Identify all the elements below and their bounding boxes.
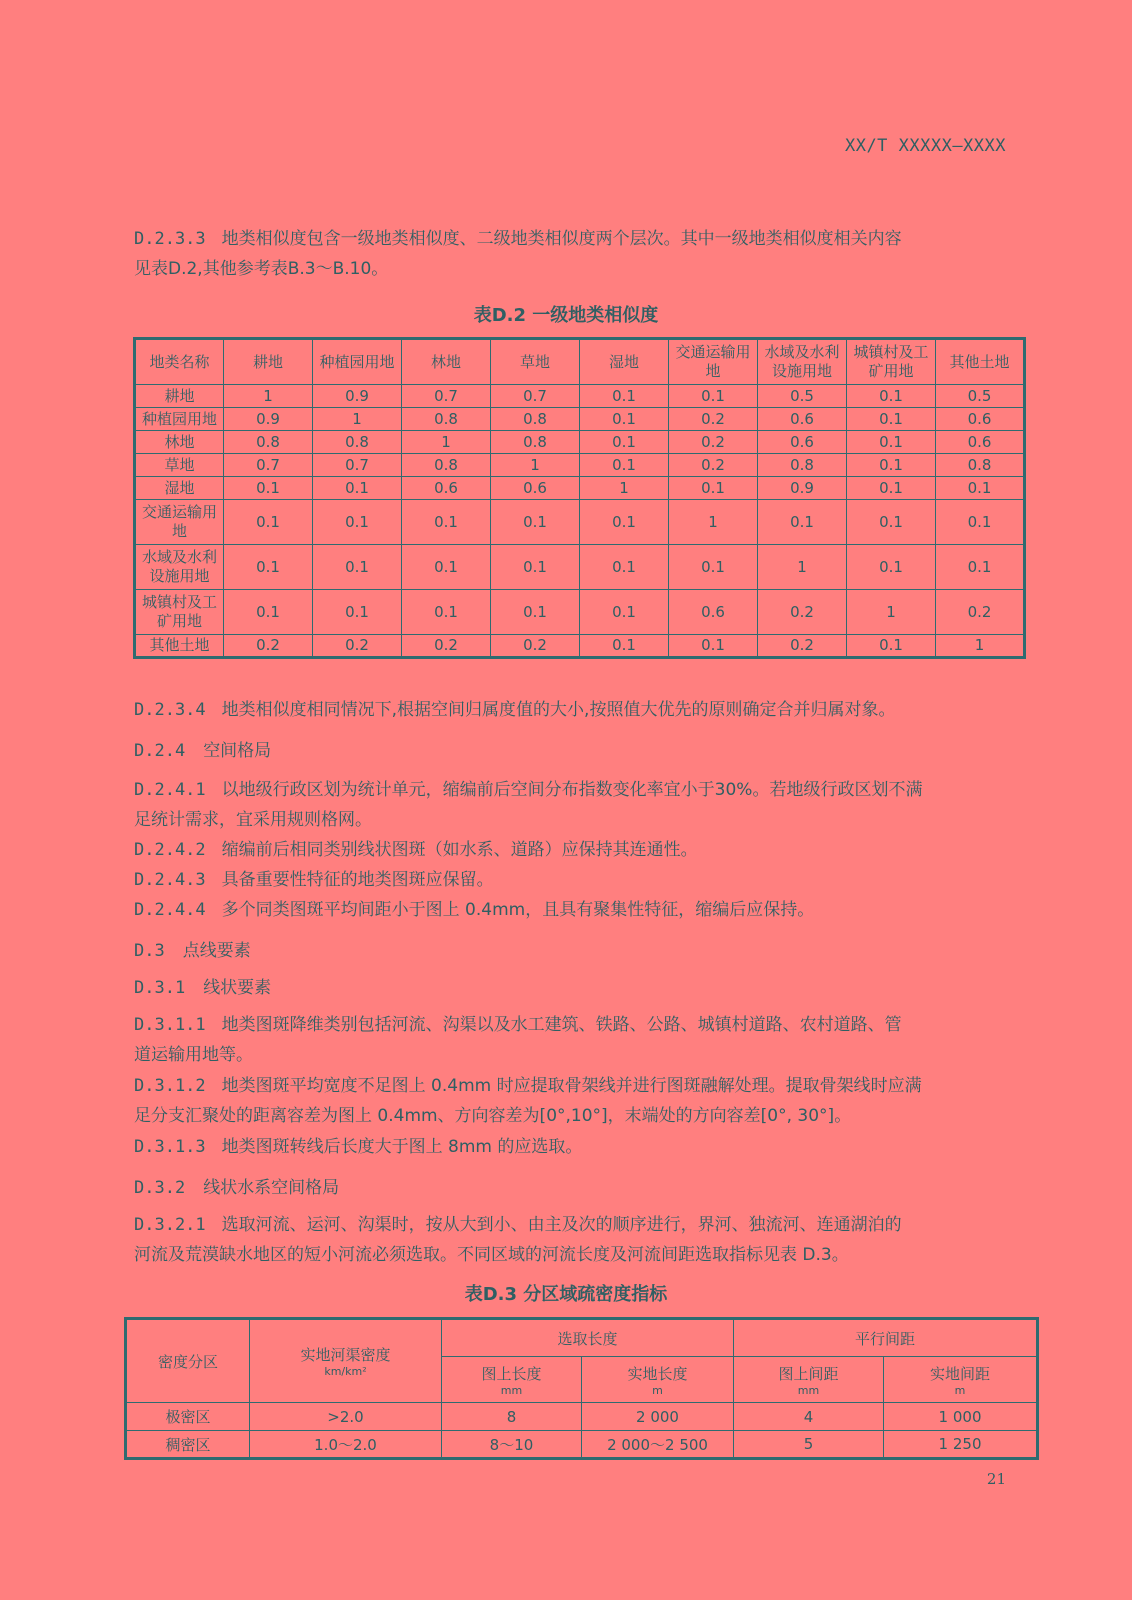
table-cell: 0.1 (669, 545, 758, 590)
header-cell (884, 1357, 1038, 1403)
row-header-cell: 林地 (135, 431, 224, 454)
table-cell: 0.1 (491, 500, 580, 545)
heading-text: 线状要素 (203, 978, 272, 998)
table-cell: 0.1 (669, 635, 758, 658)
table-cell: 0.1 (580, 431, 669, 454)
clause-number: D.2.4.1 (134, 780, 206, 800)
table-row (135, 545, 1025, 590)
table-cell: 1 (758, 545, 847, 590)
table-cell: 1 (580, 477, 669, 500)
header-cell: 交通运输用地 (669, 339, 758, 385)
table-row (135, 635, 1025, 658)
table-cell: 0.6 (669, 590, 758, 635)
table-cell: 0.6 (758, 431, 847, 454)
paragraph-text: 河流及荒漠缺水地区的短小河流必须选取。不同区域的河流长度及河流间距选取指标见表 D.3。 (134, 1245, 849, 1265)
paragraph-text: 地类图斑降维类别包括河流、沟渠以及水工建筑、铁路、公路、城镇村道路、农村道路、管 (221, 1015, 902, 1035)
table-cell: 0.1 (847, 385, 936, 408)
table-cell: 0.1 (491, 545, 580, 590)
paragraph-text: 地类相似度相同情况下,根据空间归属度值的大小,按照值大优先的原则确定合并归属对象。 (221, 700, 896, 720)
paragraph-text: 道运输用地等。 (134, 1045, 253, 1065)
row-header-cell: 极密区 (126, 1403, 250, 1431)
table-cell: 0.7 (402, 385, 491, 408)
table-cell: 0.7 (313, 454, 402, 477)
table-cell: 0.1 (580, 500, 669, 545)
header-text: 图上长度 (481, 1364, 542, 1383)
table-cell: 0.2 (224, 635, 313, 658)
table-cell: 0.1 (758, 500, 847, 545)
table-cell: 0.1 (580, 590, 669, 635)
header-cell (582, 1357, 734, 1403)
table-cell: 0.6 (402, 477, 491, 500)
heading-d-3 (134, 936, 251, 966)
table-cell: 0.1 (669, 477, 758, 500)
table-cell: 0.8 (313, 431, 402, 454)
table-cell: 0.1 (936, 477, 1025, 500)
table-cell: 0.1 (313, 545, 402, 590)
density-index-table (124, 1317, 1039, 1460)
table-cell: 0.5 (758, 385, 847, 408)
table-cell: 1 (847, 590, 936, 635)
paragraph-d-2-3-4 (134, 695, 1024, 725)
clause-number: D.2.4.4 (134, 900, 206, 920)
table-cell: 4 (734, 1403, 884, 1431)
paragraph-d-3-1-2 (134, 1071, 1024, 1131)
header-unit: m (954, 1383, 966, 1397)
table-cell: 0.9 (224, 408, 313, 431)
table-cell: 1.0～2.0 (250, 1431, 442, 1459)
heading-d-3-1 (134, 973, 271, 1003)
header-cell: 地类名称 (135, 339, 224, 385)
header-unit: m (652, 1383, 663, 1397)
header-text: 实地间距 (930, 1364, 991, 1383)
table-cell: 0.5 (936, 385, 1025, 408)
row-header-cell: 水域及水利设施用地 (135, 545, 224, 590)
table-cell: 0.2 (402, 635, 491, 658)
header-cell: 其他土地 (936, 339, 1025, 385)
header-cell: 密度分区 (126, 1319, 250, 1403)
table-cell: 0.1 (847, 635, 936, 658)
table-cell: 0.1 (847, 454, 936, 477)
table-row (126, 1403, 1038, 1431)
table-d2-caption: 表D.2 一级地类相似度 (473, 305, 659, 326)
table-cell: 0.1 (847, 431, 936, 454)
heading-text: 线状水系空间格局 (203, 1178, 340, 1198)
table-cell: 1 000 (884, 1403, 1038, 1431)
table-cell: 1 250 (884, 1431, 1038, 1459)
table-cell: 0.1 (224, 590, 313, 635)
table-cell: 8～10 (442, 1431, 582, 1459)
header-cell: 平行间距 (734, 1319, 1038, 1357)
heading-number: D.2.4 (134, 741, 186, 761)
table-row (135, 500, 1025, 545)
paragraph-text: 多个同类图斑平均间距小于图上 0.4mm，且具有聚集性特征，缩编后应保持。 (221, 900, 815, 920)
table-cell: 0.1 (847, 477, 936, 500)
paragraph-text: 足统计需求，宜采用规则格网。 (134, 810, 372, 830)
paragraph-d-2-4-3 (134, 865, 1024, 895)
header-cell: 选取长度 (442, 1319, 734, 1357)
clause-number: D.3.1.1 (134, 1015, 206, 1035)
table-cell: 0.8 (491, 431, 580, 454)
clause-number: D.3.1.2 (134, 1076, 206, 1096)
table-cell: 0.1 (580, 408, 669, 431)
table-cell: 0.2 (669, 454, 758, 477)
paragraph-d-2-4-2 (134, 835, 1024, 865)
row-header-cell: 稠密区 (126, 1431, 250, 1459)
table-row (135, 385, 1025, 408)
table-cell: 2 000～2 500 (582, 1431, 734, 1459)
row-header-cell: 湿地 (135, 477, 224, 500)
header-text: 实地长度 (627, 1364, 688, 1383)
land-similarity-table (133, 337, 1026, 659)
paragraph-text: 地类图斑转线后长度大于图上 8mm 的应选取。 (221, 1137, 583, 1157)
page-number: 21 (986, 1470, 1006, 1488)
table-cell: 0.1 (313, 477, 402, 500)
table-cell: 0.8 (402, 408, 491, 431)
table-cell: 0.1 (580, 385, 669, 408)
table-cell: 0.9 (758, 477, 847, 500)
paragraph-text: 足分支汇聚处的距离容差为图上 0.4mm、方向容差为[0°,10°]，末端处的方向容差[0°, 30°]。 (134, 1106, 852, 1126)
table-cell: 0.1 (402, 545, 491, 590)
paragraph-d-2-3-3 (134, 224, 1024, 284)
table-cell: 1 (936, 635, 1025, 658)
header-unit: mm (797, 1383, 820, 1397)
heading-number: D.3 (134, 941, 165, 961)
table-cell: 0.2 (936, 590, 1025, 635)
table-body (126, 1403, 1038, 1459)
header-cell: 种植园用地 (313, 339, 402, 385)
header-unit: mm (500, 1383, 523, 1397)
table-cell: 0.1 (491, 590, 580, 635)
heading-number: D.3.2 (134, 1178, 186, 1198)
table-cell: 0.8 (936, 454, 1025, 477)
table-cell: 0.1 (224, 477, 313, 500)
header-cell: 林地 (402, 339, 491, 385)
table-cell: 0.7 (224, 454, 313, 477)
header-cell: 湿地 (580, 339, 669, 385)
paragraph-text: 地类图斑平均宽度不足图上 0.4mm 时应提取骨架线并进行图斑融解处理。提取骨架线时应满 (221, 1076, 922, 1096)
table-cell: 0.2 (669, 431, 758, 454)
table-cell: 0.9 (313, 385, 402, 408)
row-header-cell: 种植园用地 (135, 408, 224, 431)
table-cell: 0.1 (402, 500, 491, 545)
clause-number: D.2.4.2 (134, 840, 206, 860)
paragraph-d-3-1-3 (134, 1132, 1024, 1162)
table-cell: 1 (402, 431, 491, 454)
header-text: 图上间距 (778, 1364, 839, 1383)
table-cell: 0.2 (758, 590, 847, 635)
header-cell: 草地 (491, 339, 580, 385)
table-cell: 0.7 (491, 385, 580, 408)
paragraph-text: 以地级行政区划为统计单元，缩编前后空间分布指数变化率宜小于30%。若地级行政区划不满 (221, 780, 923, 800)
paragraph-d-2-4-4 (134, 895, 1024, 925)
table-header-row (135, 339, 1025, 385)
table-cell: 0.8 (224, 431, 313, 454)
paragraph-d-3-1-1 (134, 1010, 1024, 1070)
table-cell: 0.1 (580, 545, 669, 590)
table-cell: 0.1 (580, 635, 669, 658)
clause-number: D.2.3.4 (134, 700, 206, 720)
table-cell: 0.1 (847, 408, 936, 431)
table-cell: 1 (224, 385, 313, 408)
table-cell: 0.2 (758, 635, 847, 658)
clause-number: D.2.3.3 (134, 229, 206, 249)
header-text: 实地河渠密度 (300, 1346, 391, 1364)
table-cell: 0.8 (491, 408, 580, 431)
table-cell: 0.6 (936, 408, 1025, 431)
table-cell: 0.2 (669, 408, 758, 431)
table-row (126, 1431, 1038, 1459)
table-cell: >2.0 (250, 1403, 442, 1431)
table-cell: 0.1 (580, 454, 669, 477)
table-cell: 0.6 (758, 408, 847, 431)
table-header-row (126, 1319, 1038, 1357)
row-header-cell: 耕地 (135, 385, 224, 408)
heading-text: 点线要素 (182, 941, 251, 961)
table-cell: 0.2 (313, 635, 402, 658)
table-body (135, 385, 1025, 658)
table-cell: 0.8 (758, 454, 847, 477)
table-row (135, 477, 1025, 500)
paragraph-text: 地类相似度包含一级地类相似度、二级地类相似度两个层次。其中一级地类相似度相关内容 (221, 229, 902, 249)
table-cell: 0.1 (313, 590, 402, 635)
table-row (135, 431, 1025, 454)
heading-text: 空间格局 (203, 741, 272, 761)
heading-number: D.3.1 (134, 978, 186, 998)
table-cell: 0.6 (936, 431, 1025, 454)
paragraph-text: 缩编前后相同类别线状图斑（如水系、道路）应保持其连通性。 (221, 840, 698, 860)
table-cell: 0.1 (224, 545, 313, 590)
row-header-cell: 城镇村及工矿用地 (135, 590, 224, 635)
paragraph-d-3-2-1 (134, 1210, 1024, 1270)
table-cell: 0.1 (936, 500, 1025, 545)
table-row (135, 408, 1025, 431)
clause-number: D.2.4.3 (134, 870, 206, 890)
row-header-cell: 交通运输用地 (135, 500, 224, 545)
row-header-cell: 草地 (135, 454, 224, 477)
table-cell: 0.1 (847, 545, 936, 590)
table-cell: 1 (491, 454, 580, 477)
clause-number: D.3.2.1 (134, 1215, 206, 1235)
table-cell: 0.1 (936, 545, 1025, 590)
clause-number: D.3.1.3 (134, 1137, 206, 1157)
header-cell: 水域及水利设施用地 (758, 339, 847, 385)
table-row (135, 454, 1025, 477)
table-cell: 0.2 (491, 635, 580, 658)
header-unit: km/km² (324, 1365, 367, 1378)
header-cell (734, 1357, 884, 1403)
document-code: XX/T XXXXX—XXXX (844, 136, 1006, 156)
table-cell: 0.6 (491, 477, 580, 500)
table-cell: 1 (313, 408, 402, 431)
paragraph-text: 见表D.2,其他参考表B.3～B.10。 (134, 259, 389, 279)
table-cell: 0.8 (402, 454, 491, 477)
header-cell: 耕地 (224, 339, 313, 385)
table-cell: 0.1 (669, 385, 758, 408)
table-cell: 5 (734, 1431, 884, 1459)
header-cell (442, 1357, 582, 1403)
row-header-cell: 其他土地 (135, 635, 224, 658)
table-cell: 0.1 (402, 590, 491, 635)
table-cell: 0.1 (313, 500, 402, 545)
table-cell: 1 (669, 500, 758, 545)
table-row (135, 590, 1025, 635)
table-cell: 0.1 (224, 500, 313, 545)
heading-d-2-4 (134, 736, 271, 766)
header-cell: 城镇村及工矿用地 (847, 339, 936, 385)
header-cell (250, 1319, 442, 1403)
heading-d-3-2 (134, 1173, 339, 1203)
table-cell: 2 000 (582, 1403, 734, 1431)
table-cell: 0.1 (847, 500, 936, 545)
paragraph-text: 具备重要性特征的地类图斑应保留。 (221, 870, 494, 890)
table-cell: 8 (442, 1403, 582, 1431)
paragraph-text: 选取河流、运河、沟渠时，按从大到小、由主及次的顺序进行，界河、独流河、连通湖泊的 (221, 1215, 902, 1235)
paragraph-d-2-4-1 (134, 775, 1024, 835)
table-d3-caption: 表D.3 分区域疏密度指标 (464, 1284, 668, 1305)
